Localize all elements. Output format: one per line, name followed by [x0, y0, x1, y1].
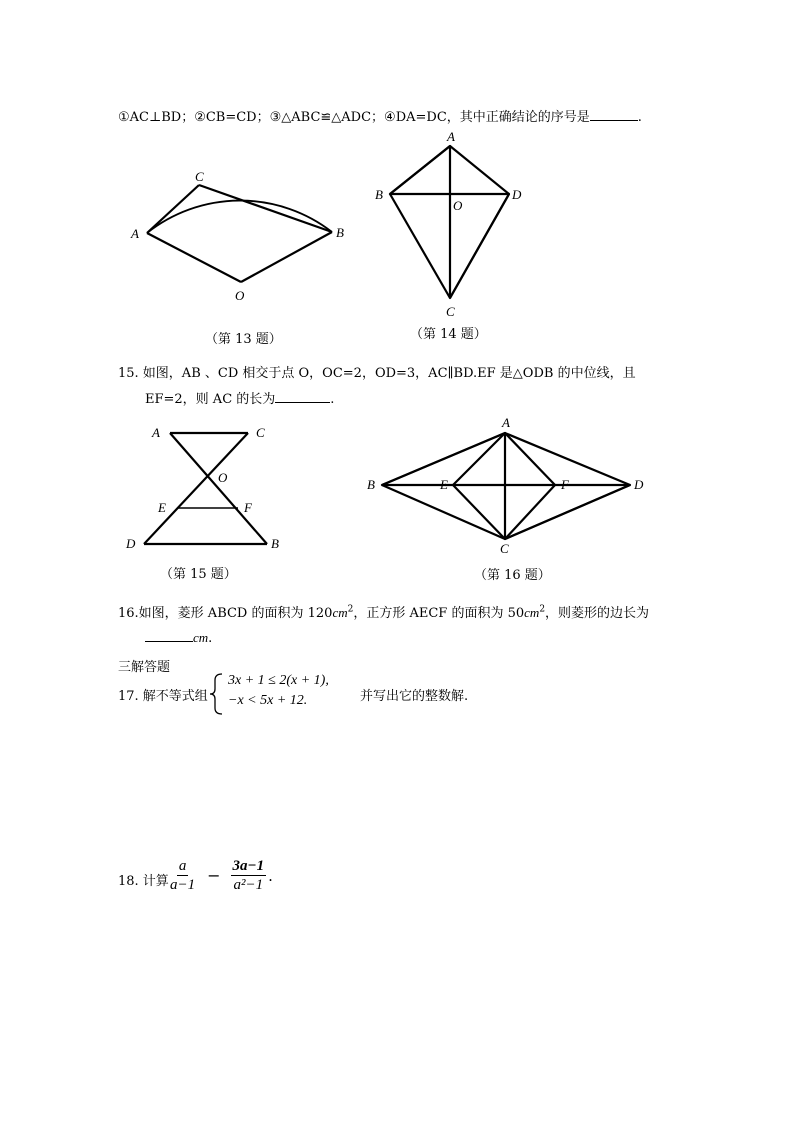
rhombus-abcd — [382, 433, 630, 539]
label-d: D — [126, 536, 136, 551]
label-b: B — [336, 225, 344, 240]
q17-prefix: 17. 解不等式组 — [118, 689, 208, 704]
answer-blank-14 — [590, 120, 638, 121]
q16-line2: cm. — [145, 630, 212, 646]
figure-15 — [120, 420, 290, 585]
q18-expression: $\frac{a}{a-1}$ − $\frac{3a-1}{\text{a²−1}}$ . — [170, 858, 273, 893]
q15-line1: 15. 如图，AB 、CD 相交于点 O，OC=2，OD=3，AC∥BD.EF 是△ODB 的中位线，且 — [118, 366, 636, 381]
answer-blank-16 — [145, 641, 193, 642]
label-c: C — [446, 304, 455, 319]
inequality-2: −x < 5x + 12. — [228, 693, 308, 708]
label-o: O — [453, 198, 463, 213]
label-o: O — [218, 470, 228, 485]
q14-statement-text: ①AC⊥BD；②CB=CD；③△ABC≌△ADC；④DA=DC，其中正确结论的序号是 — [118, 110, 590, 125]
arc-acb — [147, 201, 332, 233]
segment-cd — [144, 433, 248, 544]
label-f: F — [244, 500, 252, 515]
label-e: E — [440, 477, 448, 492]
segment-ao — [147, 233, 241, 282]
label-d: D — [634, 477, 644, 492]
label-e: E — [158, 500, 166, 515]
label-d: D — [512, 187, 522, 202]
segment-dc — [505, 485, 630, 539]
label-a: A — [502, 415, 510, 430]
segment-bc — [390, 194, 450, 298]
q16-line1: 16.如图，菱形 ABCD 的面积为 $120cm^2$，正方形 AECF 的面积为 $50cm^2$，则菱形的边长为 — [118, 604, 650, 621]
label-a: A — [152, 425, 160, 440]
minus-sign: − — [207, 866, 221, 885]
caption-14: （第 14 题） — [410, 327, 487, 342]
figure-13 — [125, 165, 355, 350]
section-title: 三解答题 — [118, 660, 171, 675]
label-b: B — [271, 536, 279, 551]
fraction-2: $\frac{3a-1}{\text{a²−1}}$ — [232, 858, 265, 893]
segment-ad — [450, 146, 509, 194]
figure-14 — [370, 128, 540, 346]
label-o: O — [235, 288, 245, 303]
q15-line2: EF=2，则 AC 的长为 . — [145, 392, 335, 407]
label-a: A — [131, 226, 139, 241]
answer-blank-15 — [275, 402, 330, 403]
inequality-1: 3x + 1 ≤ 2(x + 1), — [228, 673, 329, 688]
segment-ab — [170, 433, 267, 544]
segment-ab — [390, 146, 450, 194]
caption-15: （第 15 题） — [160, 567, 237, 582]
label-c: C — [256, 425, 265, 440]
figure-16 — [360, 415, 660, 585]
label-f: F — [561, 477, 569, 492]
label-c: C — [195, 169, 204, 184]
label-b: B — [375, 187, 383, 202]
q17-suffix: 并写出它的整数解. — [360, 689, 469, 704]
label-c: C — [500, 541, 509, 556]
segment-bo — [241, 232, 332, 282]
fraction-1: $\frac{a}{a-1}$ — [170, 858, 196, 893]
caption-16: （第 16 题） — [474, 568, 551, 583]
segment-bc — [382, 485, 505, 539]
left-brace-icon — [209, 672, 225, 716]
q18-prefix: 18. 计算 — [118, 874, 169, 889]
label-b: B — [367, 477, 375, 492]
caption-13: （第 13 题） — [205, 332, 282, 347]
label-a: A — [447, 129, 455, 144]
segment-cb — [199, 185, 332, 232]
q14-statement: ①AC⊥BD；②CB=CD；③△ABC≌△ADC；④DA=DC，其中正确结论的序号是 . — [118, 110, 642, 125]
